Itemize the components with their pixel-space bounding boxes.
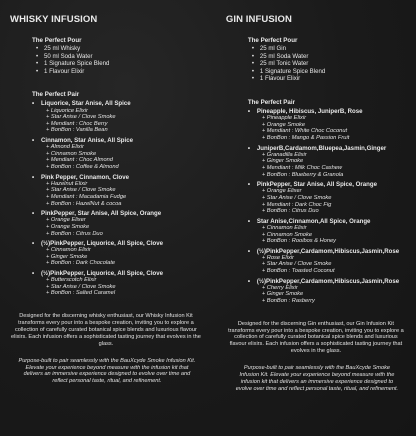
pair-title: • (½)PinkPepper,Cardamom,Hibiscus,Jasmin,Rose <box>248 278 408 285</box>
pair-title: • Pink Pepper, Cinnamon, Clove <box>32 174 204 181</box>
section-title: WHISKY INFUSION <box>10 14 98 25</box>
pair-detail: + Mendiant : Choc Berry <box>46 120 108 127</box>
pair-detail: + Ginger Smoke <box>46 253 88 260</box>
pair-detail: + Rose Elixir <box>261 254 294 261</box>
pour-item: • 1 Signature Spice Blend <box>252 68 408 76</box>
pair-detail: + Cherry Elixir <box>261 284 298 291</box>
pair-item <box>248 248 408 275</box>
pair-detail: + Orange Elixer <box>261 188 302 195</box>
pour-item: • 1 Flavour Elixir <box>36 68 204 76</box>
pairing-note: Purpose-built to pair seamlessly with the BauXcyde Smoke Infusion Kit. Elevate your experience beyond measure with the infusion kit that delivers an immersive experience designed to evolve over time and reflect personal taste, ritual, and refinement. <box>18 357 196 385</box>
pair-detail: + Butterscotch Elixir <box>46 277 97 284</box>
pour-item: • 25 ml Whisky <box>36 45 204 53</box>
pair-detail: + BonBon : Salted Caramel <box>46 290 116 297</box>
pair-detail: + BonBon : Dark Chocolate <box>46 260 116 267</box>
description: Designed for the discerning whisky enthusiast, our Whisky Infusion Kit transforms every pour into a bespoke creation, inviting you to explore a collection of carefully curated botanical spice blends and luxurious flavour elixirs. Each infusion offers a sophisticated tasting journey that evolves in the glass. <box>10 313 201 347</box>
pair-detail: + Cinnamon Elixir <box>261 224 307 231</box>
pair-detail: + Cinnamon Smoke <box>46 150 97 157</box>
pair-item <box>32 100 204 134</box>
pair-item <box>248 218 408 245</box>
pour-item: • 25 ml Soda Water <box>252 53 408 61</box>
pour-item: • 25 ml Tonic Water <box>252 60 408 68</box>
pair-title: • Liquorice, Star Anise, All Spice <box>32 100 204 107</box>
pair-title: • (½)PinkPepper, Liquorice, All Spice, Clove <box>32 270 204 277</box>
pair-detail: + Almond Elixir <box>46 144 84 151</box>
pair-detail: + BonBon : Coffee & Almond <box>46 163 119 170</box>
pair-detail: + BonBon : Toasted Coconut <box>261 268 335 275</box>
pair-title: • Pineapple, Hibiscus, JuniperB, Rose <box>248 108 408 115</box>
pair-detail: + Ginger Smoke <box>261 158 304 165</box>
pair-item <box>32 270 204 297</box>
pour-item: • 25 ml Gin <box>252 45 408 53</box>
pair-item <box>32 210 204 237</box>
pairing-note: Purpose-built to pair seamlessly with the BauXcyde Smoke Infusion Kit. Elevate your experience beyond measure with the infusion kit that delivers an immersive experience designed to evolve over time and reflect personal taste, ritual, and refinement. <box>235 365 399 392</box>
pair-item <box>32 240 204 267</box>
pair-item <box>32 174 204 208</box>
pair-detail: + Star Anise / Clove Smoke <box>261 194 332 201</box>
pair-title: • (½)PinkPepper,Cardamom,Hibiscus,Jasmin,Rose <box>248 248 408 255</box>
pour-item: • 50 ml Soda Water <box>36 53 204 61</box>
pair-detail: + BonBon : HazelNut & cocoa <box>46 200 122 207</box>
pair-item <box>248 108 408 142</box>
pair-detail: + Orange Smoke <box>46 223 90 230</box>
description: Designed for the discerning Gin enthusiast, our Gin Infusion Kit transforms every pour into a bespoke creation, inviting you to explore a collection of carefully curated botanical spice blends and luxurious flavour elixirs. Each infusion offers a sophisticated tasting journey that evolves in the glass. <box>228 320 404 355</box>
pair-detail: + Star Anise / Clove Smoke <box>46 283 116 290</box>
pair-list <box>10 100 204 297</box>
pair-detail: + Mendiant : Milk Choc Cashew <box>261 164 343 171</box>
pour-list <box>226 45 408 83</box>
pair-detail: + BonBon : Rooibos & Honey <box>261 238 337 245</box>
pair-detail: + BonBon : Vanilla Bean <box>46 127 108 134</box>
pair-item <box>248 278 408 305</box>
pair-title: • Cinnamon, Star Anise, All Spice <box>32 137 204 144</box>
pair-heading: The Perfect Pair <box>32 91 80 99</box>
pair-detail: + BonBon : Mango & Passion Fruit <box>261 134 350 141</box>
pair-detail: + Star Anise / Clove Smoke <box>261 261 332 268</box>
pour-heading: The Perfect Pour <box>247 37 298 44</box>
pair-detail: + BonBon : Citrus Duo <box>261 208 319 215</box>
gin-infusion-column <box>212 14 408 436</box>
pair-detail: + Granadilla Elixir <box>261 151 307 158</box>
pair-detail: + Mendiant : Choc Almond <box>46 157 113 164</box>
pair-title: • JuniperB,Cardamom,Bluepea,Jasmin,Ginger <box>248 145 408 152</box>
pair-detail: + Star Anise / Clove Smoke <box>46 187 116 194</box>
pour-list <box>10 45 204 75</box>
whisky-infusion-column <box>8 14 204 436</box>
pair-item <box>248 181 408 215</box>
pair-detail: + Orange Smoke <box>261 121 306 128</box>
pour-item: • 1 Flavour Elixir <box>252 75 408 83</box>
pair-title: • PinkPepper, Star Anise, All Spice, Orange <box>32 210 204 217</box>
section-title: GIN INFUSION <box>225 14 292 25</box>
pair-title: • (½)PinkPepper, Liquorice, All Spice, Clove <box>32 240 204 247</box>
pair-detail: + Star Anise / Clove Smoke <box>46 114 116 121</box>
pair-heading: The Perfect Pair <box>247 98 295 106</box>
pair-detail: + Liquorice Elixir <box>46 107 88 114</box>
pair-detail: + BonBon : Blueberry & Granola <box>261 171 344 178</box>
pair-detail: + BonBon : Rasberry <box>261 298 315 305</box>
pair-item <box>32 137 204 171</box>
pair-detail: + Hazelnut Elixir <box>46 180 88 187</box>
pair-detail: + Ginger Smoke <box>261 291 304 298</box>
pour-heading: The Perfect Pour <box>32 37 82 44</box>
pair-detail: + Mendiant : White Choc Coconut <box>261 128 348 135</box>
pair-item <box>248 145 408 179</box>
pair-detail: + BonBon : Citrus Duo <box>46 230 103 237</box>
pair-detail: + Orange Elixer <box>46 217 86 224</box>
pair-detail: + Mendiant : Dark Choc Fig <box>261 201 332 208</box>
pour-item: • 1 Signature Spice Blend <box>36 60 204 68</box>
pair-list <box>226 108 408 305</box>
pair-detail: + Cinnamon Smoke <box>261 231 312 238</box>
pair-title: • Star Anise,Cinnamon,All Spice, Orange <box>248 218 408 225</box>
pair-detail: + Cinnamon Elixir <box>46 247 91 254</box>
pair-detail: + Mendiant : Macadamia Fudge <box>46 193 127 200</box>
pair-title: • PinkPepper, Star Anise, All Spice, Orange <box>248 181 408 188</box>
pair-detail: + Pineapple Elixir <box>261 115 306 122</box>
